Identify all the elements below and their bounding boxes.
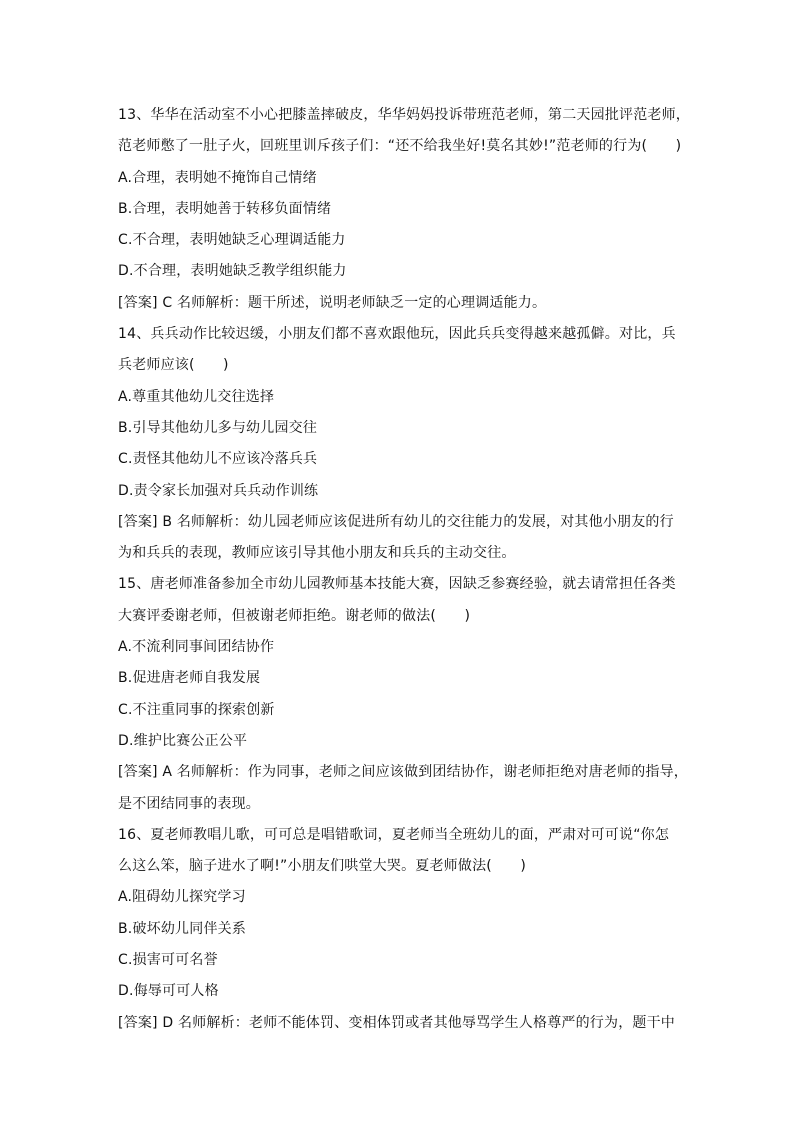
answer-explanation-line: 为和兵兵的表现，教师应该引导其他小朋友和兵兵的主动交往。 xyxy=(118,545,516,562)
answer-explanation-line: [答案] C 名师解析：题干所述，说明老师缺乏一定的心理调适能力。 xyxy=(118,294,547,311)
question-block xyxy=(118,569,693,819)
answer-option: C.损害可可名誉 xyxy=(118,952,218,969)
answer-explanation-line: [答案] A 名师解析：作为同事，老师之间应该做到团结协作，谢老师拒绝对唐老师的指导， xyxy=(118,764,688,781)
answer-option: D.不合理，表明她缺乏教学组织能力 xyxy=(118,263,347,280)
question-stem-line: 大赛评委谢老师，但被谢老师拒绝。谢老师的做法( ) xyxy=(118,607,471,624)
question-stem-line: 兵老师应该( ) xyxy=(118,357,229,374)
answer-option: B.合理，表明她善于转移负面情绪 xyxy=(118,200,332,217)
answer-explanation-line: 是不团结同事的表现。 xyxy=(118,795,260,812)
question-stem-line: 14、兵兵动作比较迟缓，小朋友们都不喜欢跟他玩，因此兵兵变得越来越孤僻。对比，兵 xyxy=(118,326,676,343)
answer-option: C.责怪其他幼儿不应该冷落兵兵 xyxy=(118,451,318,468)
answer-option: B.引导其他幼儿多与幼儿园交往 xyxy=(118,419,318,436)
question-block xyxy=(118,820,693,1039)
answer-option: C.不注重同事的探索创新 xyxy=(118,701,275,718)
answer-option: A.阻碍幼儿探究学习 xyxy=(118,889,246,906)
answer-option: C.不合理，表明她缺乏心理调适能力 xyxy=(118,232,346,249)
answer-option: A.合理，表明她不掩饰自己情绪 xyxy=(118,169,317,186)
question-stem-line: 么这么笨，脑子进水了啊!”小朋友们哄堂大哭。夏老师做法( ) xyxy=(118,858,526,875)
answer-option: A.不流利同事间团结协作 xyxy=(118,639,275,656)
answer-option: B.促进唐老师自我发展 xyxy=(118,670,261,687)
question-stem-line: 13、华华在活动室不小心把膝盖摔破皮，华华妈妈投诉带班范老师，第二天园批评范老师， xyxy=(118,107,691,123)
document-body xyxy=(118,100,693,1039)
question-stem-line: 16、夏老师教唱儿歌，可可总是唱错歌词，夏老师当全班幼儿的面，严肃对可可说“你怎 xyxy=(118,826,670,843)
question-stem-line: 15、唐老师准备参加全市幼儿园教师基本技能大赛，因缺乏参赛经验，就去请常担任各类 xyxy=(118,576,676,593)
answer-option: D.责令家长加强对兵兵动作训练 xyxy=(118,482,319,499)
answer-option: A.尊重其他幼儿交往选择 xyxy=(118,388,275,405)
answer-option: D.维护比赛公正公平 xyxy=(118,732,248,749)
question-block xyxy=(118,319,693,569)
answer-explanation-line: [答案] B 名师解析：幼儿园老师应该促进所有幼儿的交往能力的发展，对其他小朋友的行 xyxy=(118,513,674,530)
question-stem-line: 范老师憋了一肚子火，回班里训斥孩子们：“还不给我坐好!莫名其妙!”范老师的行为( ) xyxy=(118,138,682,155)
question-block xyxy=(118,100,693,319)
answer-explanation-line: [答案] D 名师解析：老师不能体罚、变相体罚或者其他辱骂学生人格尊严的行为，题干中 xyxy=(118,1014,676,1031)
answer-option: D.侮辱可可人格 xyxy=(118,983,219,1000)
answer-option: B.破坏幼儿同伴关系 xyxy=(118,920,247,937)
